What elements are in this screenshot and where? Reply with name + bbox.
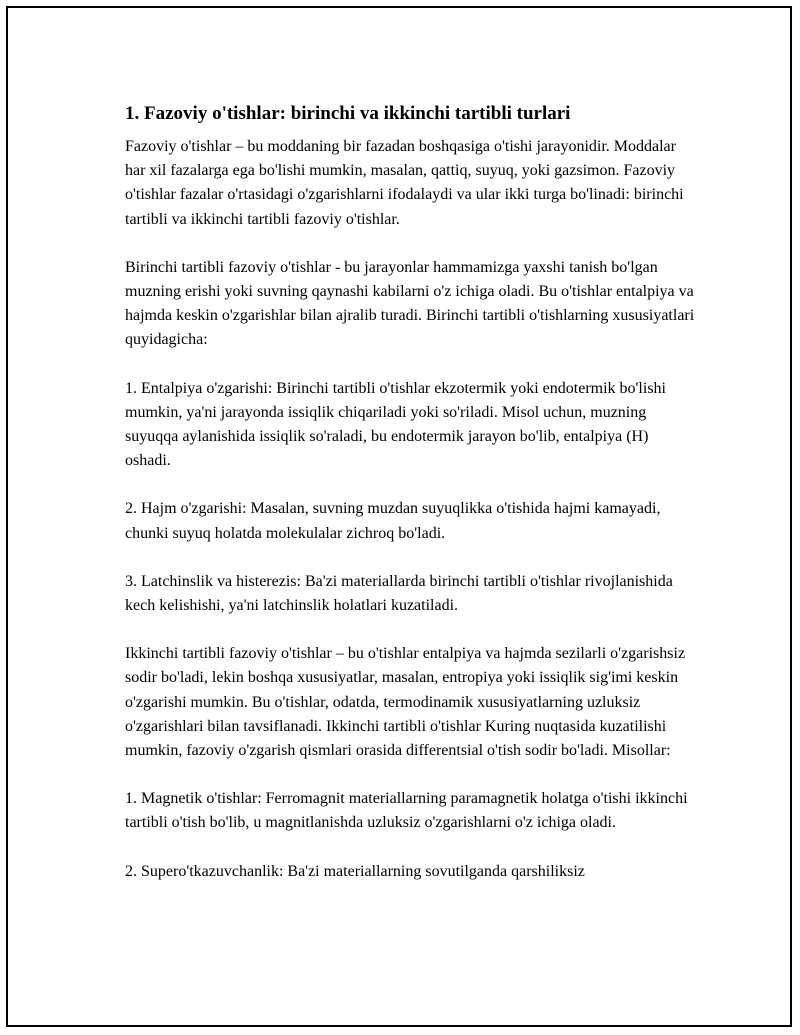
paragraph-intro: Fazoviy o'tishlar – bu moddaning bir fazadan boshqasiga o'tishi jarayonidir. Moddalar har xil fazalarga ega bo'lishi mumkin, masalan, qattiq, suyuq, yoki gazsimon. Fazoviy o'tishlar fazalar o'rtasidagi o'zgarishlarni ifodalaydi va ular ikki turga bo'linadi: birinchi tartibli va ikkinchi tartibli fazoviy o'tishlar. [125, 138, 684, 228]
section-heading: 1. Fazoviy o'tishlar: birinchi va ikkinchi tartibli turlari [125, 103, 571, 124]
document-body [125, 101, 695, 908]
paragraph-first-order: Birinchi tartibli fazoviy o'tishlar - bu jarayonlar hammamizga yaxshi tanish bo'lgan muzning erishi yoki suvning qaynashi kabilarni o'z ichiga oladi. Bu o'tishlar entalpiya va hajmda keskin o'zgarishlar bilan ajralib turadi. Birinchi tartibli o'tishlarning xususiyatlari quyidagicha: [125, 258, 695, 349]
paragraph-volume-change: 2. Hajm o'zgarishi: Masalan, suvning muzdan suyuqlikka o'tishida hajmi kamayadi, chunki suyuq holatda molekulalar zichroq bo'ladi. [125, 500, 661, 542]
paragraph-magnetic-transitions: 1. Magnetik o'tishlar: Ferromagnit materiallarning paramagnetik holatga o'tishi ikkinchi tartibli o'tish bo'lib, u magnitlanishda uzluksiz o'zgarishlarni o'z ichiga oladi. [125, 790, 688, 832]
paragraph-second-order: Ikkinchi tartibli fazoviy o'tishlar – bu o'tishlar entalpiya va hajmda sezilarli o'zgarishsiz sodir bo'ladi, lekin boshqa xususiyatlar, masalan, entropiya yoki issiqlik sig'imi keskin o'zgarishi mumkin. Bu o'tishlar, odatda, termodinamik xususiyatlarning uzluksiz o'zgarishlari bilan tavsiflanadi. Ikkinchi tartibli o'tishlar Kuring nuqtasida kuzatilishi mumkin, fazoviy o'zgarish qismlari orasida differentsial o'tish sodir bo'ladi. Misollar: [125, 645, 686, 760]
paragraph-hysteresis: 3. Latchinslik va histerezis: Ba'zi materiallarda birinchi tartibli o'tishlar rivojlanishida kech kelishishi, ya'ni latchinslik holatlari kuzatiladi. [125, 572, 673, 615]
paragraph-superconductivity: 2. Supero'tkazuvchanlik: Ba'zi materiallarning sovutilganda qarshiliksiz [125, 862, 585, 880]
paragraph-enthalpy-change: 1. Entalpiya o'zgarishi: Birinchi tartibli o'tishlar ekzotermik yoki endotermik bo'lishi mumkin, ya'ni jarayonda issiqlik chiqariladi yoki so'riladi. Misol uchun, muzning suyuqqa aylanishida issiqlik so'raladi, bu endotermik jarayon bo'lib, entalpiya (H) oshadi. [125, 379, 666, 470]
page-frame [6, 6, 792, 1027]
